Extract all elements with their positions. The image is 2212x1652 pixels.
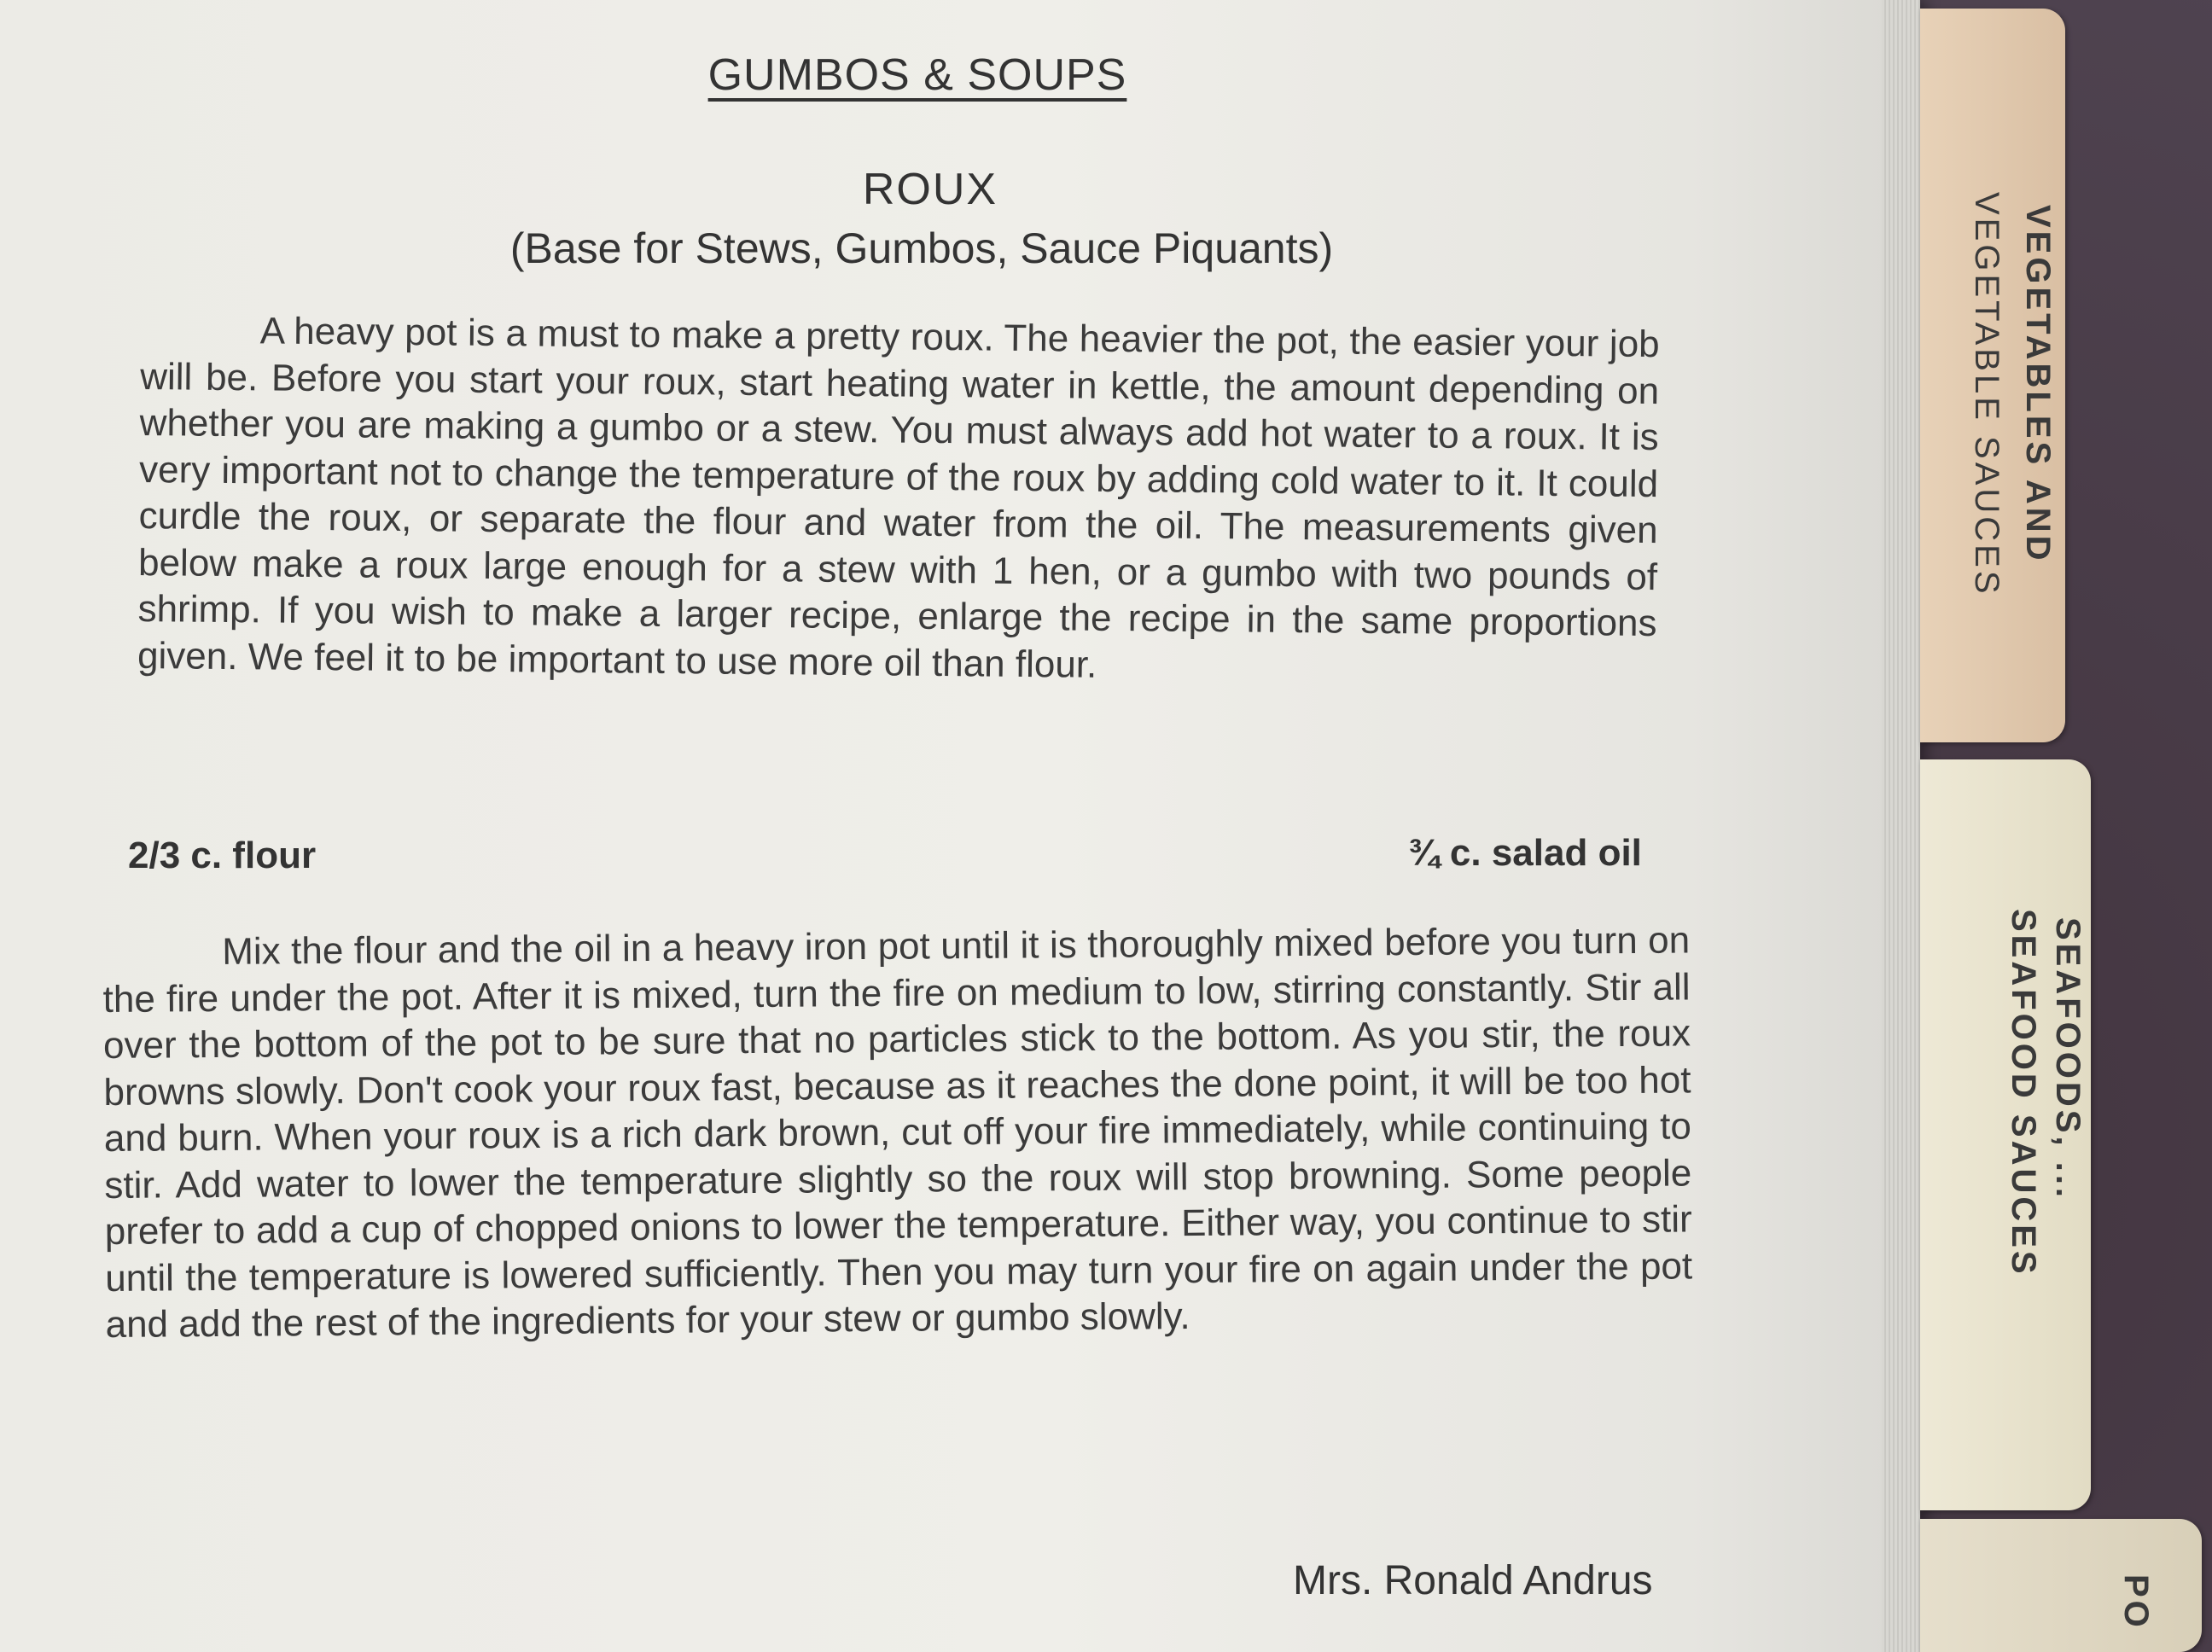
section-title: GUMBOS & SOUPS (707, 50, 1127, 100)
recipe-intro-text: A heavy pot is a must to make a pretty roux. The heavier the pot, the easier your job will be. Before you start your roux, start heating water in kettle, the amount depending on whether you are making a gumbo or a stew. You must always add hot water to a roux. It is very important not to change the temperature of the roux by adding cold water to it. It could curdle the roux, or separate the flour and water from the oil. The measurements given below make a roux large enough for a stew with 1 hen, or a gumbo with two pounds of shrimp. If you wish to make a larger recipe, enlarge the recipe in the same proportions given. We feel it to be important to use more oil than flour. (137, 310, 1660, 686)
index-tab-poultry[interactable] (1920, 1519, 2202, 1652)
ingredient-flour: 2/3 c. flour (128, 835, 317, 876)
tab-label-vegetables: VEGETABLES AND (2019, 205, 2057, 564)
recipe-directions-text: Mix the flour and the oil in a heavy iron pot until it is thoroughly mixed before you turn on the fire under the pot. After it is mixed, turn the fire on medium to low, stirring constantly. Stir all over the bottom of the pot to be sure that no particles stick to the bottom. As you stir, the roux browns slowly. Don't cook your roux fast, because as it reaches the done point, it will be too hot and burn. When your roux is a rich dark brown, cut off your fire immediately, while continuing to stir. Add water to lower the temperature slightly so the roux will stop browning. Some people prefer to add a cup of chopped onions to lower the temperature. Either way, you continue to stir until the temperature is lowered sufficiently. Then you may turn your fire on again under the pot and add the rest of the ingredients for your stew or gumbo slowly. (102, 919, 1693, 1346)
recipe-directions-paragraph (102, 917, 1693, 1348)
tab-label-seafood-sauces: SEAFOOD SAUCES (2005, 909, 2042, 1277)
ingredient-oil: ¾ c. salad oil (1408, 832, 1642, 874)
recipe-subtitle: (Base for Stews, Gumbos, Sauce Piquants) (509, 224, 1334, 272)
tab-label-vegetable-sauces: VEGETABLE SAUCES (1968, 192, 2005, 597)
recipe-intro-paragraph (137, 307, 1660, 694)
tab-label-poultry: PO (2117, 1574, 2155, 1631)
recipe-title: ROUX (862, 165, 998, 214)
page-stack-edge (1882, 0, 1920, 1652)
recipe-attribution: Mrs. Ronald Andrus (1293, 1558, 1653, 1603)
tab-label-seafoods: SEAFOODS, ... (2049, 917, 2087, 1201)
